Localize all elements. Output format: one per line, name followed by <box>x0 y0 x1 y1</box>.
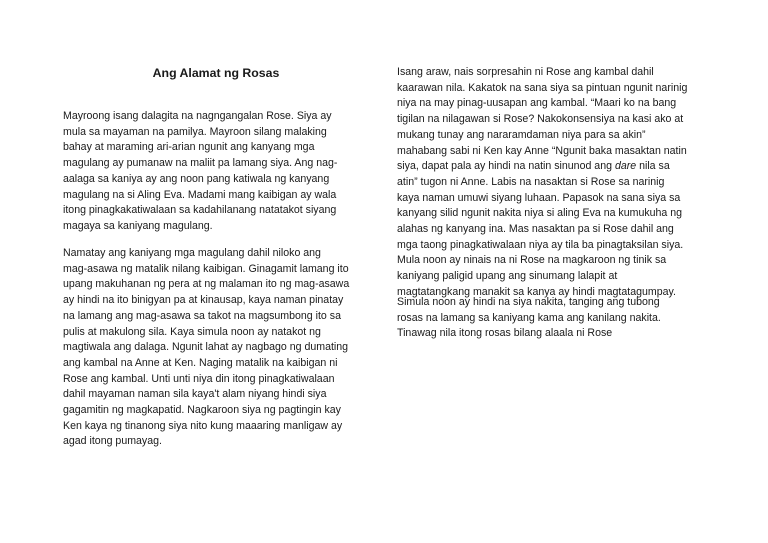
paragraph-3-text-end: nila sa atin” tugon ni Anne. Labis na nasaktan si Rose sa narinig kaya naman umuwi siyang luhaan. Papasok na sana siya sa kanyang silid ngunit nakita niya si aling Eva na kumukuha ng alahas ng kanyang ina. Mas nasaktan pa si Rose dahil ang mga taong pinagkatiwalaan niya ay tila ba pinagtaksilan siya. Mula noon ay ninais na ni Rose na magkaroon ng tinik sa kaniyang paligid upang ang sinumang lalapit at magtatangkang manakit sa kanya ay hindi magtatagumpay. <box>397 160 684 298</box>
paragraph-3-italic-word: dare <box>614 160 637 173</box>
paragraph-4: Simula noon ay hindi na siya nakita, tanging ang tubong rosas na lamang sa kaniyang kama ang kanilang nakita. Tinawag nila itong rosas bilang alaala ni Rose <box>397 296 661 340</box>
paragraph-2: Namatay ang kaniyang mga magulang dahil niloko ang mag-asawa ng matalik nilang kaibigan. Ginagamit lamang ito upang makuhanan ng pera at ng malaman ito ng mag-asawa ay hindi na ito binigyan pa at kinausap, kaya naman pinatay na lamang ang mag-asawa sa takot na magsumbong ito sa pulis at makulong sila. Kaya simula noon ay natakot ng magtiwala ang dalaga. Ngunit lahat ay nagbago ng dumating ang kambal na Anne at Ken. Naging matalik na kaibigan ni Rose ang kambal. Unti unti niya din itong pinagkatiwalaan dahil mayaman naman sila kaya't alam niyang hindi siya gagamitin ng magkapatid. Nagkaroon siya ng pagtingin kay Ken kaya ng tinanong siya nito kung maaaring manligaw ay agad itong pumayag. <box>63 247 350 448</box>
paragraph-1: Mayroong isang dalagita na nagngangalan Rose. Siya ay mula sa mayaman na pamilya. Mayroon silang malaking bahay at maraming ari-arian ngunit ang kanyang mga magulang ay pumanaw na maliit pa lamang siya. Ang nag- aalaga sa kaniya ay ang noon pang katiwala ng kanyang magulang na si Aling Eva. Madami mang kaibigan ay wala itong pinagkakatiwalaan sa kadahilanang natatakot siyang magaya sa kaniyang magulang. <box>63 110 338 232</box>
paragraph-3-text-start: Isang araw, nais sorpresahin ni Rose ang kambal dahil kaarawan nila. Kakatok na sana siya sa pintuan ngunit narinig niya na may pinag-uusapan ang kambal. “Maari ko na bang tigilan na nilagawan si Rose? Nakokonsensiya na kasi ako at mukang tunay ang nararamdaman niya para sa akin” mahabang sabi ni Ken kay Anne “Ngunit baka masaktan natin siya, dapat pala ay hindi na natin sinunod ang <box>397 66 688 173</box>
document-title: Ang Alamat ng Rosas <box>152 66 280 80</box>
paragraph-3 <box>397 65 687 301</box>
